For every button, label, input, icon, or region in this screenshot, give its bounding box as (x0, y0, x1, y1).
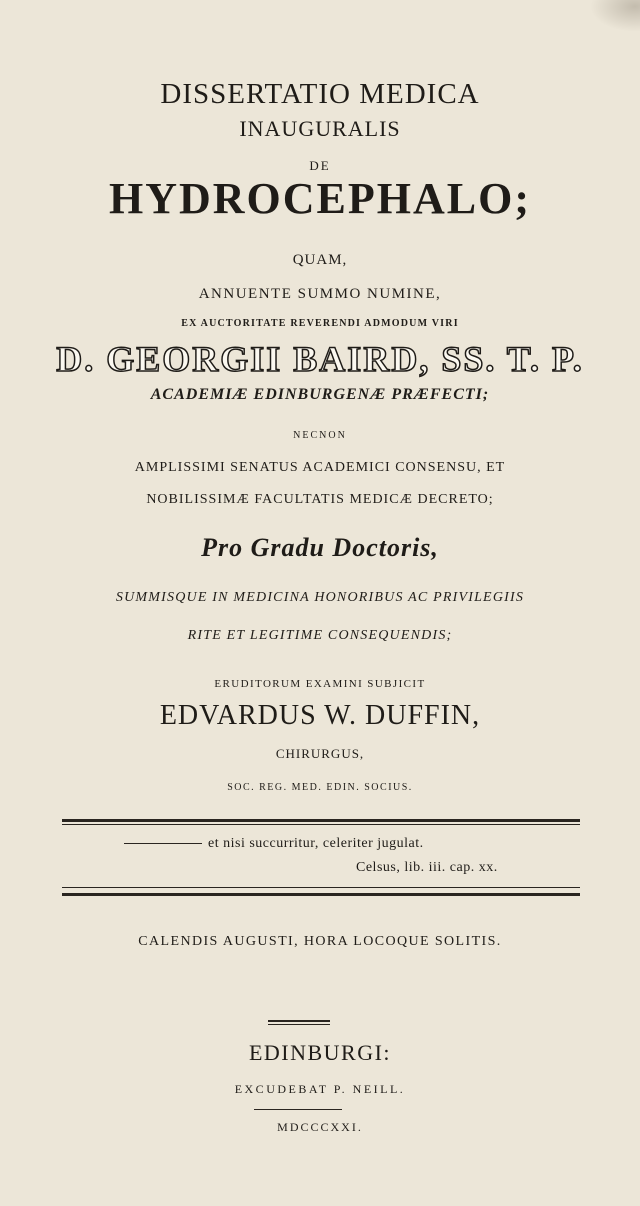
divider-thin (62, 887, 580, 888)
epigraph-text: et nisi succurritur, celeriter jugulat. (208, 836, 424, 851)
imprint-city: EDINBURGI: (248, 1040, 392, 1065)
examini-line: ERUDITORUM EXAMINI SUBJICIT (214, 678, 426, 690)
dissertation-heading: DISSERTATIO MEDICA (160, 78, 480, 110)
divider-thick (62, 819, 580, 822)
short-divider (268, 1020, 330, 1022)
auctoritate-line: EX AUCTORITATE REVERENDI ADMODUM VIRI (181, 318, 459, 329)
annuente-line: ANNUENTE SUMMO NUMINE, (198, 286, 442, 302)
academiae-line: ACADEMIÆ EDINBURGENÆ PRÆFECTI; (150, 386, 490, 403)
short-divider (268, 1024, 330, 1025)
de-line: DE (309, 158, 331, 173)
epigraph-source: Celsus, lib. iii. cap. xx. (356, 860, 498, 875)
author-name: EDVARDUS W. DUFFIN, (159, 700, 481, 731)
divider-thick (62, 893, 580, 896)
imprint-year: MDCCCXXI. (277, 1120, 363, 1134)
inauguralis-heading: INAUGURALIS (239, 116, 401, 141)
necnon-line: NECNON (293, 430, 347, 441)
main-title: HYDROCEPHALO; (109, 174, 531, 223)
page-corner-stain (590, 0, 640, 32)
degree-line: Pro Gradu Doctoris, (201, 533, 439, 562)
rector-name: D. GEORGII BAIRD, SS. T. P. (56, 339, 584, 379)
divider-thin (62, 824, 580, 825)
facultatis-line: NOBILISSIMÆ FACULTATIS MEDICÆ DECRETO; (146, 492, 494, 507)
senatus-line: AMPLISSIMI SENATUS ACADEMICI CONSENSU, ET (134, 460, 506, 475)
quam-line: QUAM, (292, 252, 348, 268)
imprint-rule (254, 1109, 342, 1110)
consequendis-line: RITE ET LEGITIME CONSEQUENDIS; (187, 628, 453, 643)
epigraph-dash (124, 843, 202, 844)
imprint-printer: EXCUDEBAT P. NEILL. (234, 1082, 406, 1096)
epigraph (124, 836, 424, 852)
author-society: SOC. REG. MED. EDIN. SOCIUS. (227, 782, 413, 793)
honoribus-line: SUMMISQUE IN MEDICINA HONORIBUS AC PRIVILEGIIS (115, 590, 525, 605)
author-title: CHIRURGUS, (275, 746, 365, 761)
date-line: CALENDIS AUGUSTI, HORA LOCOQUE SOLITIS. (138, 934, 502, 949)
